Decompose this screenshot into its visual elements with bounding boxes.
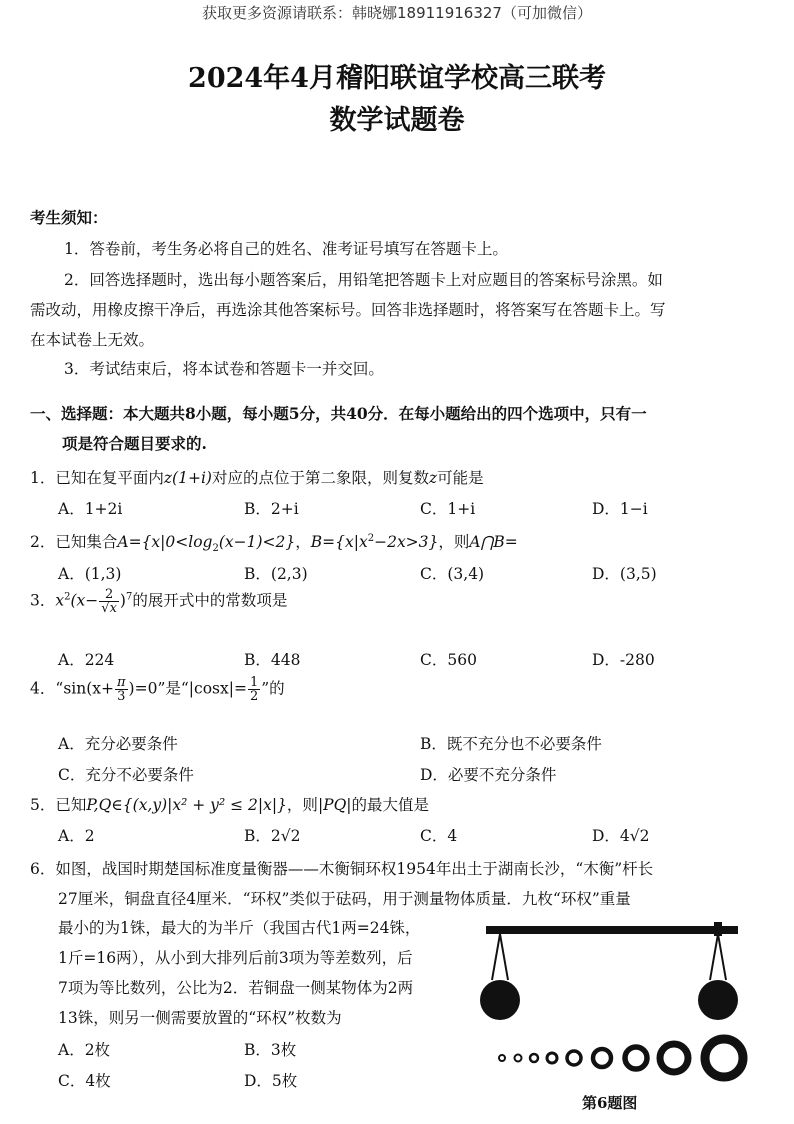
q5-option-d: D．4√2 <box>592 827 650 845</box>
ring-weight-4 <box>547 1053 557 1063</box>
question-number: 6． <box>30 860 56 878</box>
question-number: 5． <box>30 796 56 814</box>
q5-option-c: C．4 <box>420 827 458 845</box>
q2-option-a: A．(1,3) <box>58 565 122 583</box>
ring-weight-9 <box>705 1039 743 1077</box>
balance-beam <box>486 926 738 934</box>
exam-title: 2024年4月稽阳联谊学校高三联考 <box>188 63 606 94</box>
fraction: $\frac{1}{2}$ <box>249 675 259 704</box>
q6-option-b: B．3枚 <box>244 1041 297 1059</box>
notice-item-1: 1．答卷前，考生务必将自己的姓名、准考证号填写在答题卡上。 <box>64 240 508 258</box>
question-6-line5: 7项为等比数列，公比为2．若铜盘一侧某物体为2两 <box>58 979 414 997</box>
q3-option-b: B．448 <box>244 651 301 669</box>
question-3: 3．$x^2(x-$ $\frac{2}{√x}$ )$^7$的展开式中的常数项是 <box>30 587 288 616</box>
question-6-line4: 1斤=16两），从小到大排列后前3项为等差数列，后 <box>58 949 413 967</box>
question-number: 1． <box>30 469 56 487</box>
q6-option-d: D．5枚 <box>244 1072 298 1090</box>
ring-weight-2 <box>515 1055 522 1062</box>
question-number: 4． <box>30 679 56 698</box>
right-hook <box>714 922 722 936</box>
fraction: $\frac{2}{√x}$ <box>101 587 117 616</box>
ring-weight-8 <box>660 1044 688 1072</box>
notice-item-2-line1: 2．回答选择题时，选出每小题答案后，用铅笔把答题卡上对应题目的答案标号涂黑。如 <box>64 271 663 289</box>
ring-weight-3 <box>530 1054 538 1062</box>
q1-option-d: D．1−i <box>592 500 648 518</box>
q5-option-b: B．2√2 <box>244 827 301 845</box>
ring-weight-1 <box>499 1055 505 1061</box>
q4-option-a: A．充分必要条件 <box>58 735 178 753</box>
q1-option-b: B．2+i <box>244 500 299 518</box>
section-heading: 一、选择题：本大题共8小题，每小题5分，共40分．在每小题给出的四个选项中，只有一 <box>30 404 647 423</box>
question-6-line2: 27厘米，铜盘直径4厘米．“环权”类似于砝码，用于测量物体质量．九枚“环权”重量 <box>58 890 631 908</box>
right-copper-pan <box>698 980 738 1020</box>
q6-option-c: C．4枚 <box>58 1072 111 1090</box>
notice-item-3: 3．考试结束后，将本试卷和答题卡一并交回。 <box>64 360 384 378</box>
right-pan-strings <box>710 934 726 980</box>
figure-caption: 第6题图 <box>582 1094 638 1112</box>
q3-option-d: D．-280 <box>592 651 655 669</box>
question-number: 2． <box>30 533 56 551</box>
q1-option-c: C．1+i <box>420 500 476 518</box>
q1-option-a: A．1+2i <box>58 500 123 518</box>
notice-heading: 考生须知： <box>30 208 108 227</box>
balance-scale-figure <box>478 910 768 1090</box>
question-4: 4．“sin(x+ $\frac{\pi}{3}$ )=0”是“|cosx|= $\frac{1}{2}$ ”的 <box>30 675 285 704</box>
question-number: 3． <box>30 591 56 610</box>
notice-item-2-line3: 在本试卷上无效。 <box>30 331 155 349</box>
question-6-line1: 6．如图，战国时期楚国标准度量衡器——木衡铜环权1954年出土于湖南长沙，“木衡”杆长 <box>30 860 654 878</box>
question-1: 1．已知在复平面内z(1+i)对应的点位于第二象限，则复数z可能是 <box>30 469 484 487</box>
notice-item-2-line2: 需改动，用橡皮擦干净后，再选涂其他答案标号。回答非选择题时，将答案写在答题卡上。写 <box>30 301 666 319</box>
question-2: 2．已知集合$A=\{x|0<\log_2(x-1)<2\}$，$B=\{x|x^2-2x>3\}$，则A⋂B= <box>30 532 518 555</box>
q2-option-c: C．(3,4) <box>420 565 485 583</box>
q2-option-d: D．(3,5) <box>592 565 657 583</box>
ring-weight-7 <box>625 1047 647 1069</box>
q5-option-a: A．2 <box>58 827 95 845</box>
ring-weight-5 <box>567 1051 581 1065</box>
question-6-line3: 最小的为1铢，最大的为半斤（我国古代1两=24铢， <box>58 919 421 937</box>
q3-option-c: C．560 <box>420 651 477 669</box>
q4-option-c: C．充分不必要条件 <box>58 766 194 784</box>
question-5: 5．已知P,Q∈{(x,y)|x² + y² ≤ 2|x|}，则|PQ|的最大值是 <box>30 796 430 814</box>
question-6-line6: 13铢，则另一侧需要放置的“环权”枚数为 <box>58 1009 342 1027</box>
q4-option-d: D．必要不充分条件 <box>420 766 557 784</box>
ring-weight-6 <box>593 1049 611 1067</box>
left-copper-pan <box>480 980 520 1020</box>
fraction: $\frac{\pi}{3}$ <box>116 675 126 704</box>
q4-option-b: B．既不充分也不必要条件 <box>420 735 602 753</box>
q2-option-b: B．(2,3) <box>244 565 308 583</box>
q3-option-a: A．224 <box>58 651 115 669</box>
exam-subtitle: 数学试题卷 <box>329 105 465 136</box>
left-pan-strings <box>492 934 508 980</box>
section-heading-cont: 项是符合题目要求的. <box>62 434 207 453</box>
header-contact: 获取更多资源请联系：韩晓娜18911916327（可加微信） <box>202 4 592 22</box>
q6-option-a: A．2枚 <box>58 1041 111 1059</box>
